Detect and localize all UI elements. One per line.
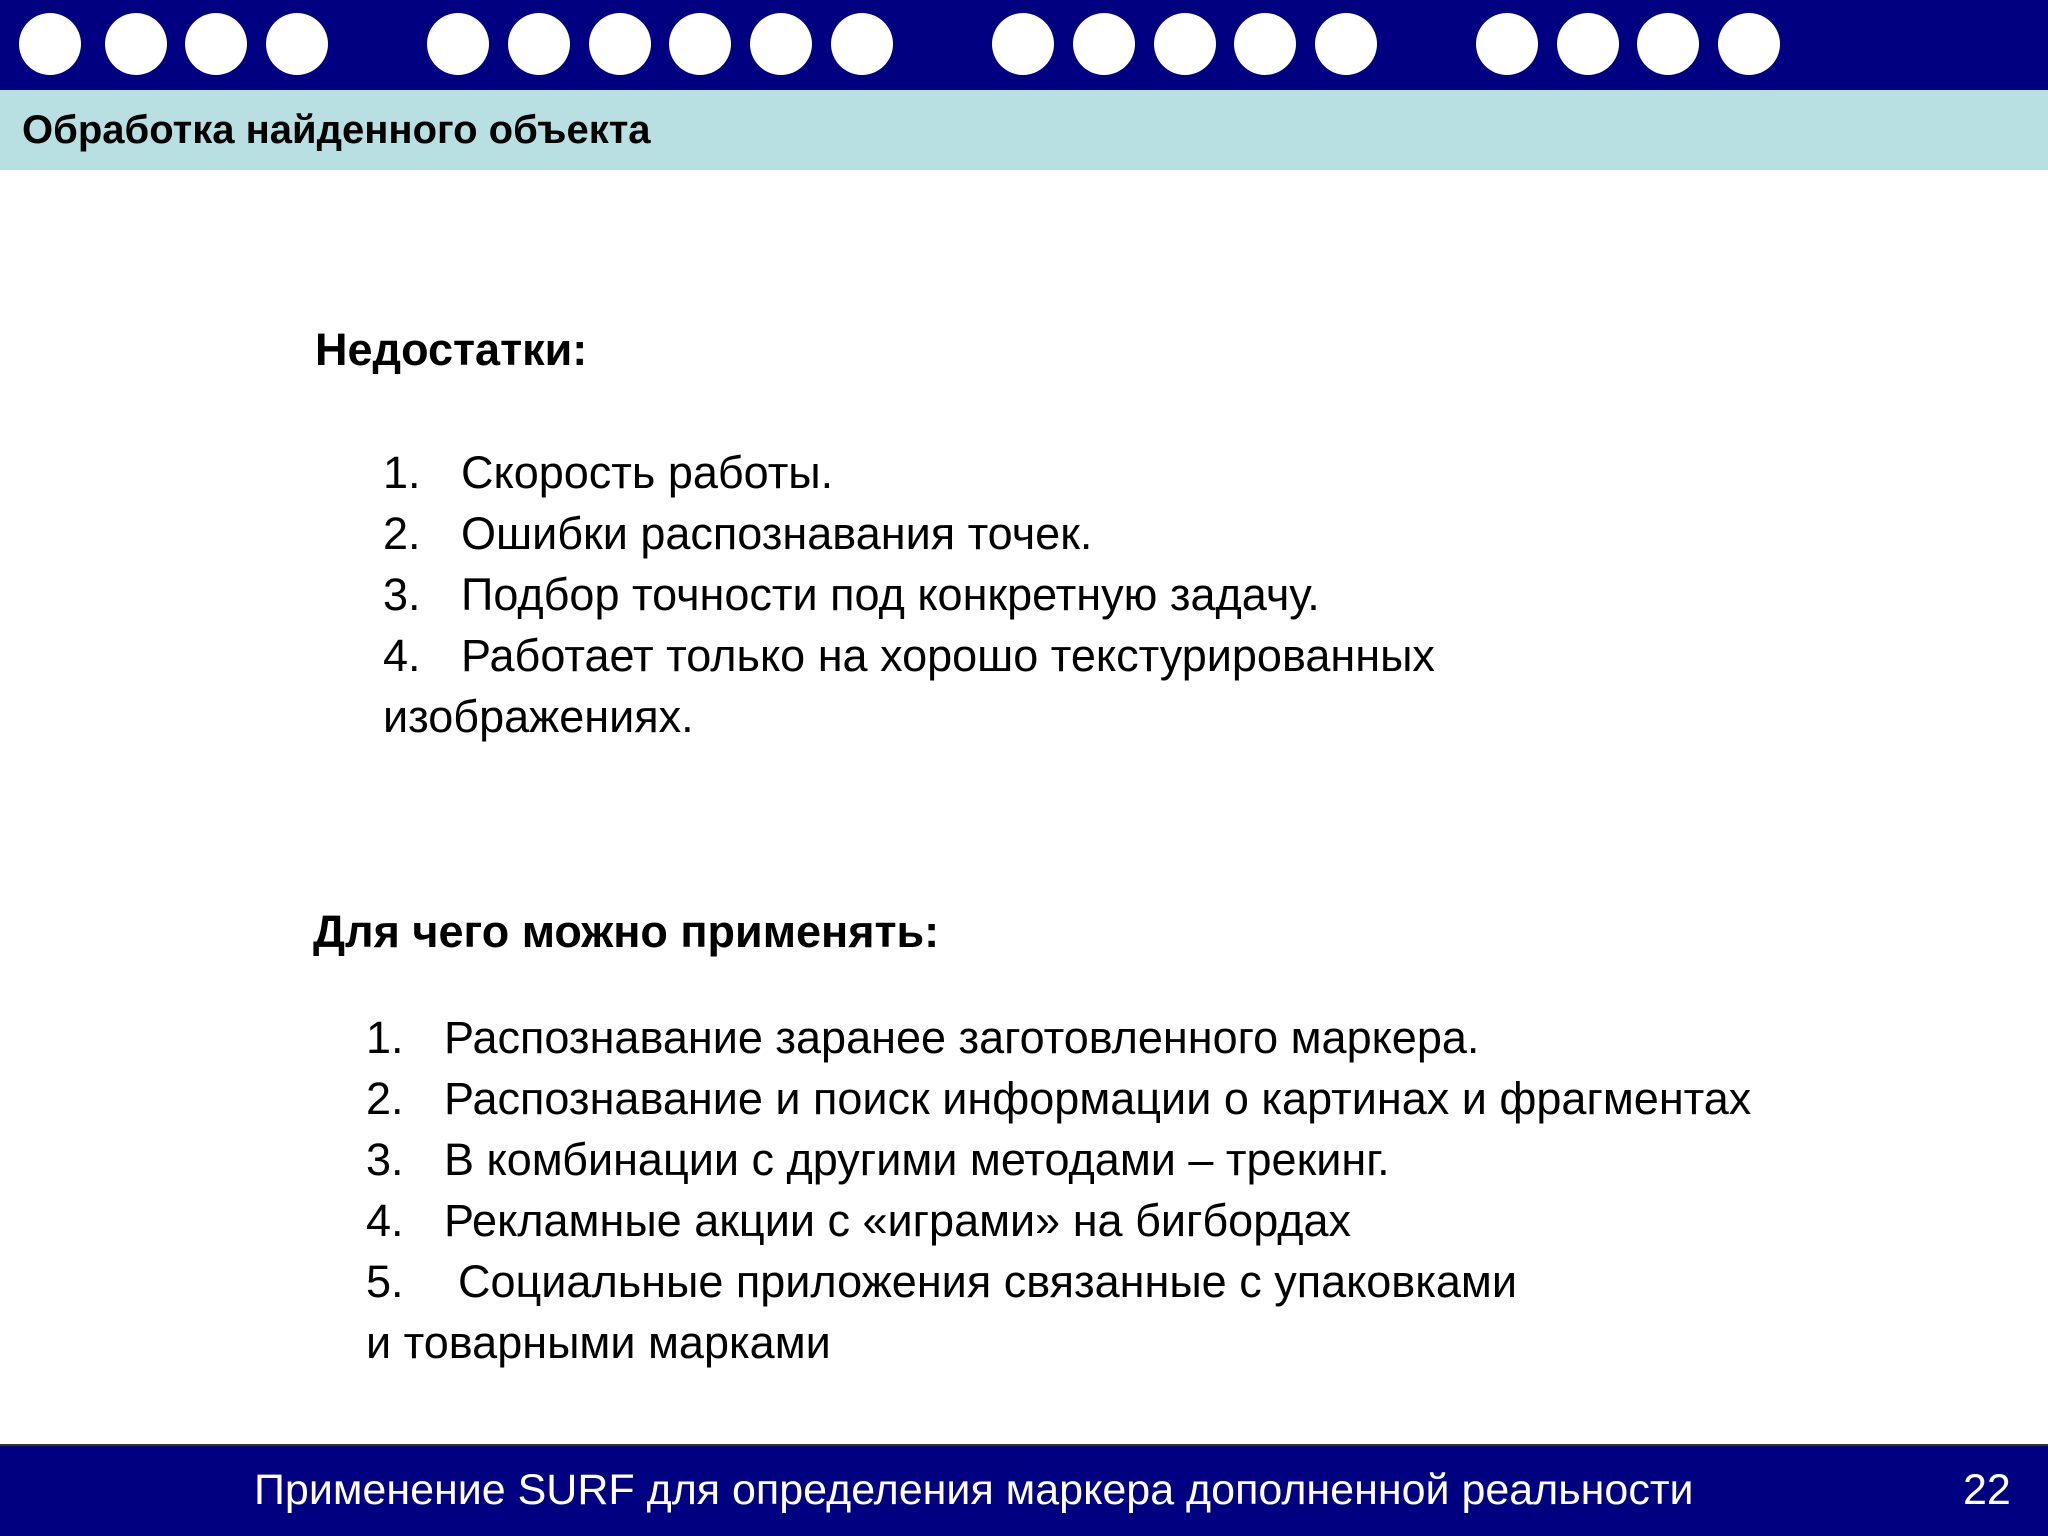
list-item-text: Скорость работы. xyxy=(461,447,834,498)
list-item-number: 2. xyxy=(383,508,421,559)
list-item-text: Социальные приложения связанные с упаковками xyxy=(458,1256,1517,1307)
decorative-circle xyxy=(1637,13,1699,75)
decorative-circle xyxy=(589,13,651,75)
list-item xyxy=(383,503,1435,564)
list-item xyxy=(383,442,1435,503)
title-bar xyxy=(0,90,2048,170)
list-item-number: 3. xyxy=(366,1134,404,1185)
list-item-number: 1. xyxy=(366,1012,404,1063)
decorative-circle xyxy=(831,13,893,75)
decorative-circle xyxy=(1476,13,1538,75)
decorative-circle xyxy=(750,13,812,75)
list-item-text: Работает только на хорошо текстурированных xyxy=(461,630,1435,681)
list-item-number: 1. xyxy=(383,447,421,498)
top-decorative-bar xyxy=(0,0,2048,90)
list-item-continuation-text: и товарными марками xyxy=(366,1317,831,1368)
list-item-text: Ошибки распознавания точек. xyxy=(461,508,1093,559)
list-item-text: В комбинации с другими методами – трекинг. xyxy=(444,1134,1390,1185)
list-item xyxy=(366,1251,1751,1312)
list-item xyxy=(383,625,1435,686)
list-item xyxy=(366,1068,1751,1129)
footer-title: Применение SURF для определения маркера дополненной реальности xyxy=(254,1466,1694,1514)
list-item-number: 3. xyxy=(383,569,421,620)
decorative-circle xyxy=(669,13,731,75)
list-item-text: Рекламные акции с «играми» на бигбордах xyxy=(444,1195,1351,1246)
decorative-circle xyxy=(105,13,167,75)
list-item xyxy=(366,1190,1751,1251)
list-item xyxy=(366,1007,1751,1068)
decorative-circle xyxy=(427,13,489,75)
footer-bar xyxy=(0,1444,2048,1536)
decorative-circle xyxy=(266,13,328,75)
decorative-circle xyxy=(1315,13,1377,75)
slide-title: Обработка найденного объекта xyxy=(22,108,651,152)
list-item-text: Подбор точности под конкретную задачу. xyxy=(461,569,1320,620)
list-item-text: Распознавание заранее заготовленного маркера. xyxy=(444,1012,1480,1063)
page-number: 22 xyxy=(1963,1466,2011,1514)
decorative-circle xyxy=(1718,13,1780,75)
decorative-circle xyxy=(19,13,81,75)
decorative-circle xyxy=(1234,13,1296,75)
list-item xyxy=(366,1129,1751,1190)
decorative-circle xyxy=(1557,13,1619,75)
list-item-continuation-text: изображениях. xyxy=(383,691,694,742)
list-item-text: Распознавание и поиск информации о картинах и фрагментах xyxy=(444,1073,1752,1124)
decorative-circle xyxy=(992,13,1054,75)
disadvantages-list xyxy=(383,442,1435,747)
list-item-number: 5. xyxy=(366,1256,404,1307)
list-item xyxy=(383,564,1435,625)
list-item-continuation xyxy=(383,686,1435,747)
list-item-number: 4. xyxy=(383,630,421,681)
decorative-circle xyxy=(185,13,247,75)
applications-list xyxy=(366,1007,1751,1373)
decorative-circle xyxy=(1073,13,1135,75)
list-item-number: 2. xyxy=(366,1073,404,1124)
decorative-circle xyxy=(508,13,570,75)
list-item-number: 4. xyxy=(366,1195,404,1246)
section-heading-applications: Для чего можно применять: xyxy=(313,906,940,957)
list-item-continuation xyxy=(366,1312,1751,1373)
section-heading-disadvantages: Недостатки: xyxy=(315,324,588,375)
decorative-circle xyxy=(1154,13,1216,75)
